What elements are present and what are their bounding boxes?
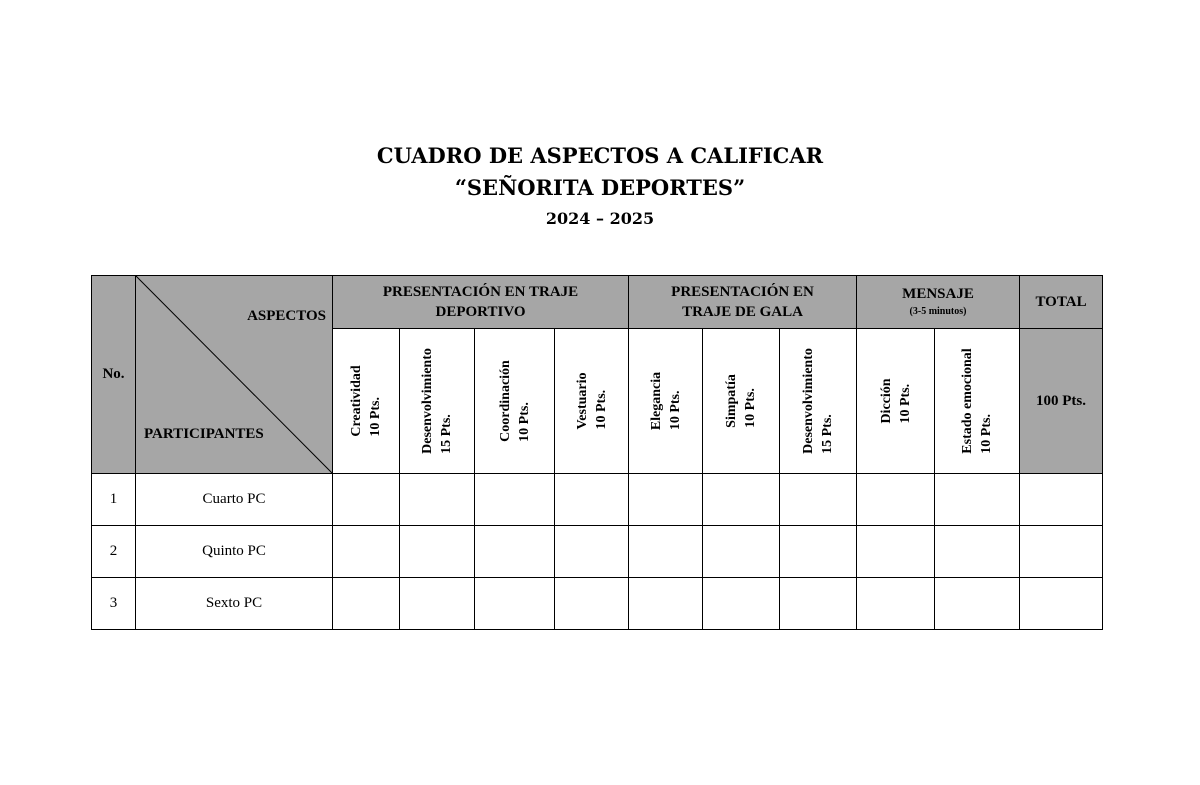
criterion-points: 15 Pts.: [439, 414, 454, 454]
score-cell[interactable]: [555, 578, 629, 630]
row-number: 2: [92, 526, 136, 578]
criterion-name: Desenvolvimiento: [801, 348, 817, 454]
group-gala-line2: TRAJE DE GALA: [682, 304, 803, 320]
group-header-deportivo: [333, 276, 629, 329]
criterion-name: Vestuario: [574, 372, 590, 430]
criterion-elegancia: [629, 329, 703, 474]
group-deportivo-line1: PRESENTACIÓN EN TRAJE: [382, 284, 579, 300]
table-row: [92, 474, 1103, 526]
score-cell[interactable]: [629, 474, 703, 526]
group-mensaje-line1: MENSAJE: [902, 286, 974, 302]
group-deportivo-line2: DEPORTIVO: [435, 304, 526, 320]
score-cell[interactable]: [780, 474, 857, 526]
score-cell[interactable]: [475, 474, 555, 526]
criterion-name: Estado emocional: [960, 348, 976, 454]
score-cell[interactable]: [475, 578, 555, 630]
criterion-desenvolvimiento-gala: [780, 329, 857, 474]
criterion-name: Elegancia: [648, 371, 664, 431]
group-mensaje-line2: (3-5 minutos): [909, 306, 967, 317]
criterion-name: Creatividad: [349, 365, 364, 437]
title-line-1: CUADRO DE ASPECTOS A CALIFICAR: [376, 143, 824, 168]
score-cell[interactable]: [780, 578, 857, 630]
group-header-mensaje: [857, 276, 1020, 329]
score-cell[interactable]: [555, 474, 629, 526]
score-cell[interactable]: [780, 526, 857, 578]
group-header-gala: [629, 276, 857, 329]
row-number: 1: [92, 474, 136, 526]
participant-name: Quinto PC: [136, 526, 333, 578]
score-cell[interactable]: [703, 578, 780, 630]
criterion-points: 10 Pts.: [368, 396, 383, 437]
criterion-points: 10 Pts.: [516, 402, 532, 442]
score-cell[interactable]: [935, 526, 1020, 578]
score-cell[interactable]: [400, 474, 475, 526]
criterion-points: 10 Pts.: [897, 383, 913, 424]
criterion-name: Desenvolvimiento: [420, 348, 435, 454]
total-cell[interactable]: [1020, 474, 1103, 526]
aspectos-label: ASPECTOS: [247, 308, 326, 324]
score-cell[interactable]: [857, 474, 935, 526]
criterion-creatividad: [333, 329, 400, 474]
criterion-vestuario: [555, 329, 629, 474]
diagonal-line: [136, 276, 332, 473]
participant-name: Sexto PC: [136, 578, 333, 630]
score-cell[interactable]: [629, 526, 703, 578]
criterion-points: 15 Pts.: [820, 414, 836, 454]
criterion-name: Dicción: [878, 378, 894, 424]
document-title: [0, 140, 1200, 234]
score-cell[interactable]: [857, 578, 935, 630]
score-cell[interactable]: [333, 578, 400, 630]
criterion-coordinacion: [475, 329, 555, 474]
criterion-points: 10 Pts.: [593, 389, 609, 430]
criterion-points: 10 Pts.: [979, 414, 995, 454]
total-cell[interactable]: [1020, 578, 1103, 630]
table-row: [92, 578, 1103, 630]
criterion-points: 10 Pts.: [667, 390, 683, 431]
criterion-desenvolvimiento-deportivo: [400, 329, 475, 474]
criterion-diccion: [857, 329, 935, 474]
score-cell[interactable]: [475, 526, 555, 578]
participantes-label: PARTICIPANTES: [144, 426, 264, 442]
score-cell[interactable]: [333, 526, 400, 578]
score-cell[interactable]: [703, 474, 780, 526]
criterion-name: Simpatía: [724, 374, 740, 428]
total-points: 100 Pts.: [1020, 329, 1103, 474]
score-cell[interactable]: [703, 526, 780, 578]
diagonal-header-cell: [136, 276, 333, 474]
total-header: TOTAL: [1020, 276, 1103, 329]
group-gala-line1: PRESENTACIÓN EN: [671, 284, 814, 300]
criterion-name: Coordinación: [497, 360, 513, 442]
criterion-estado-emocional: [935, 329, 1020, 474]
score-cell[interactable]: [400, 526, 475, 578]
title-year: 2024 – 2025: [545, 209, 655, 228]
title-line-2: “SEÑORITA DEPORTES”: [454, 175, 746, 200]
scoring-table: [91, 275, 1103, 630]
score-cell[interactable]: [629, 578, 703, 630]
criterion-simpatia: [703, 329, 780, 474]
total-cell[interactable]: [1020, 526, 1103, 578]
score-cell[interactable]: [935, 578, 1020, 630]
score-cell[interactable]: [333, 474, 400, 526]
no-header: No.: [92, 276, 136, 474]
table-row: [92, 526, 1103, 578]
row-number: 3: [92, 578, 136, 630]
score-cell[interactable]: [400, 578, 475, 630]
score-cell[interactable]: [857, 526, 935, 578]
participant-name: Cuarto PC: [136, 474, 333, 526]
score-cell[interactable]: [935, 474, 1020, 526]
criterion-points: 10 Pts.: [743, 388, 759, 428]
score-cell[interactable]: [555, 526, 629, 578]
